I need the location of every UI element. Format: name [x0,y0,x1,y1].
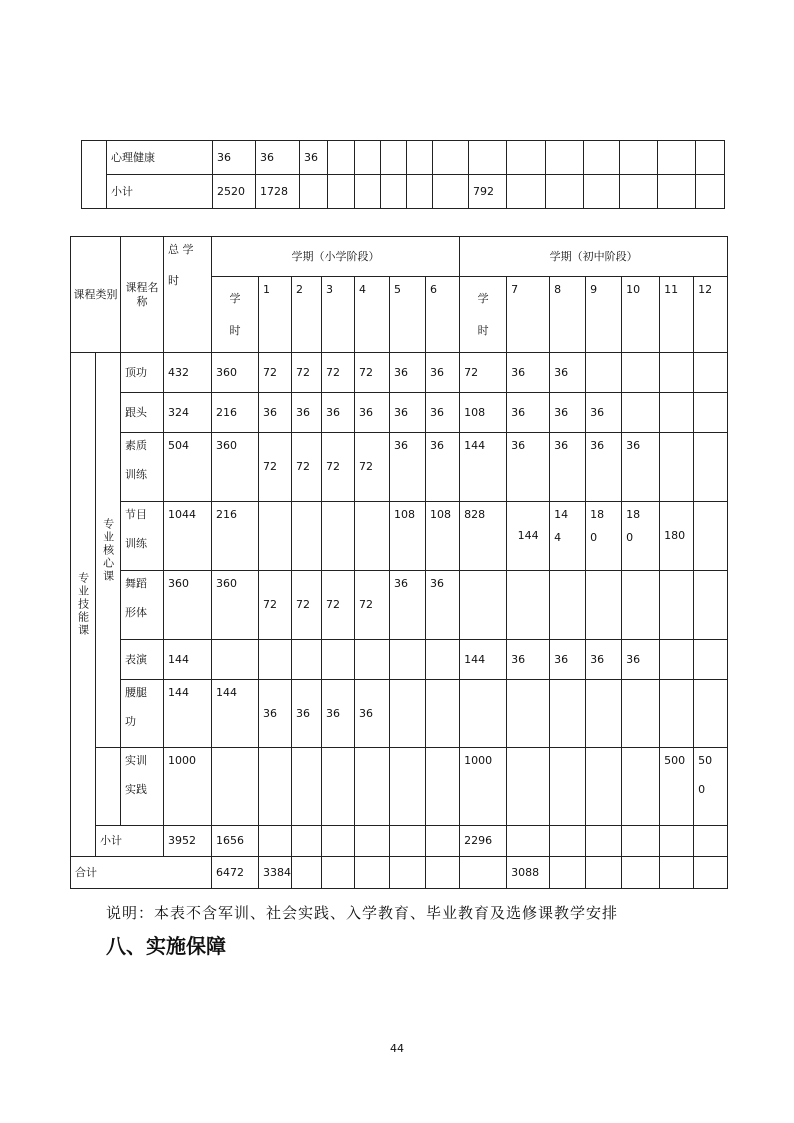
total-hours: 2520 [213,175,256,209]
course-name: 节目 训练 [121,502,164,571]
header-total-hours: 总 学 时 [164,237,212,353]
header-semester: 7 [507,277,550,353]
course-name: 心理健康 [107,141,213,175]
header-semester: 4 [355,277,390,353]
header-junior-stage: 学期（初中阶段） [460,237,728,277]
table-row: 节目 训练 1044 216 108 108 828 144 14 4 18 0 18 0 180 [71,502,728,571]
header-semester: 5 [390,277,426,353]
header-junior-hours: 学 时 [460,277,507,353]
subtotal-row: 小计 3952 1656 2296 [71,826,728,857]
header-semester: 1 [259,277,292,353]
table-row: 专业技能课 专业核心课 顶功 432 360 72 72 72 72 36 36 72 36 36 [71,353,728,393]
header-semester: 2 [292,277,322,353]
header-category: 课程类别 [71,237,121,353]
primary-hours: 36 [256,141,300,175]
course-name: 素质 训练 [121,433,164,502]
header-semester: 11 [660,277,694,353]
primary-hours: 1728 [256,175,300,209]
table-row [82,141,725,175]
subtotal-label: 小计 [107,175,213,209]
header-course-name: 课程名称 [121,237,164,353]
total-hours: 36 [213,141,256,175]
table-row [82,175,725,209]
semester-hours: 36 [300,141,328,175]
table-note: 说明：本表不含军训、社会实践、入学教育、毕业教育及选修课教学安排 [106,904,619,922]
course-hours-table [70,236,728,889]
blank-cell [82,141,107,209]
core-label: 专业核心课 [96,353,121,748]
section-heading: 八、实施保障 [106,934,226,958]
grand-total-row: 合计 6472 3384 3088 [71,857,728,889]
header-primary-stage: 学期（小学阶段） [212,237,460,277]
table-row: 表演 144 144 36 36 36 36 [71,640,728,680]
course-name: 腰腿 功 [121,680,164,748]
header-semester: 9 [586,277,622,353]
category-label: 专业技能课 [71,353,96,857]
header-semester: 3 [322,277,355,353]
subtotal-label: 小计 [96,826,164,857]
course-name: 实训 实践 [121,748,164,826]
table-row: 实训 实践 1000 1000 500 50 0 [71,748,728,826]
course-name: 顶功 [121,353,164,393]
header-semester: 10 [622,277,660,353]
blank-cell [96,748,121,826]
header-semester: 8 [550,277,586,353]
header-row [71,237,728,277]
table-row: 舞蹈 形体 360 360 72 72 72 72 36 36 [71,571,728,640]
header-semester: 12 [694,277,728,353]
table-row: 素质 训练 504 360 72 72 72 72 36 36 144 36 36 36 36 [71,433,728,502]
page-number: 44 [390,1042,404,1055]
continued-table [81,140,725,209]
table-row: 腰腿 功 144 144 36 36 36 36 [71,680,728,748]
grand-total-label: 合计 [71,857,212,889]
course-name: 表演 [121,640,164,680]
course-name: 舞蹈 形体 [121,571,164,640]
course-name: 跟头 [121,393,164,433]
header-semester: 6 [426,277,460,353]
junior-hours: 792 [469,175,507,209]
table-row: 跟头 324 216 36 36 36 36 36 36 108 36 36 36 [71,393,728,433]
header-primary-hours: 学 时 [212,277,259,353]
